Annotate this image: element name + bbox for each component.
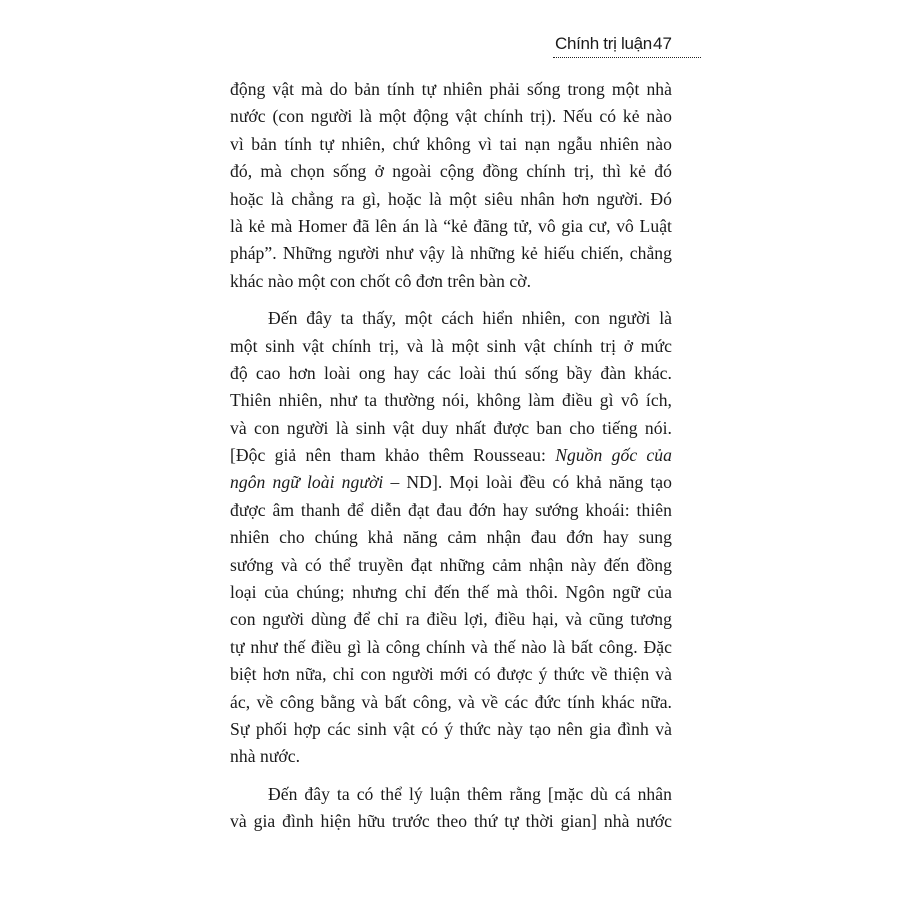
text-line: loại của chúng; nhưng chỉ đến thế mà thôi. Ngôn ngữ của: [230, 582, 672, 603]
text-line: tự như thế điều gì là công chính và thế nào là bất công. Đặc: [230, 636, 672, 657]
text-line: một sinh vật chính trị, và là một sinh vật chính trị ở mức: [230, 335, 672, 356]
book-title-italic: ngôn ngữ loài người: [230, 472, 384, 493]
paragraph: [230, 305, 672, 771]
paragraph: [230, 76, 672, 295]
text-line: sướng và có thể truyền đạt những cảm nhận này đến đồng: [230, 554, 672, 575]
text-line: và con người là sinh vật duy nhất được ban cho tiếng nói.: [230, 417, 672, 438]
text-line: [230, 442, 672, 469]
text-line: biệt hơn nữa, chỉ con người mới có được ý thức về thiện và: [230, 664, 672, 685]
text-line: hoặc là chẳng ra gì, hoặc là một siêu nhân hơn người. Đó: [230, 188, 672, 209]
text-line: vì bản tính tự nhiên, chứ không vì tai nạn ngẫu nhiên nào: [230, 133, 672, 154]
paragraph: [230, 781, 672, 836]
text-line: độ cao hơn loài ong hay các loài thú sống bầy đàn khác.: [230, 362, 672, 383]
text-span: [Độc giả nên tham khảo thêm Rousseau:: [230, 445, 556, 466]
header-dotted-rule: [553, 57, 701, 58]
text-line: Sự phối hợp các sinh vật có ý thức này tạo nên gia đình và: [230, 718, 672, 739]
text-line: pháp”. Những người như vậy là những kẻ hiếu chiến, chẳng: [230, 243, 672, 264]
text-line: động vật mà do bản tính tự nhiên phải sống trong một nhà: [230, 79, 672, 99]
text-line: Đến đây ta thấy, một cách hiển nhiên, con người là: [268, 308, 672, 329]
text-line: nhà nước.: [230, 746, 301, 767]
page-body-text: [230, 76, 672, 836]
text-line: đó, mà chọn sống ở ngoài cộng đồng chính trị, thì kẻ đó: [230, 161, 672, 182]
text-line: con người dùng để chỉ ra điều lợi, điều hại, và cũng tương: [230, 609, 672, 630]
text-line: ác, về công bằng và bất công, và về các đức tính khác nữa.: [230, 691, 672, 712]
text-line: Đến đây ta có thể lý luận thêm rằng [mặc dù cá nhân: [268, 783, 672, 804]
text-line: Thiên nhiên, như ta thường nói, không làm điều gì vô ích,: [230, 390, 672, 411]
text-line: [230, 469, 672, 496]
text-line: nước (con người là một động vật chính trị). Nếu có kẻ nào: [230, 106, 672, 127]
text-line: nhiên cho chúng khả năng cảm nhận đau đớn hay sung: [230, 527, 672, 548]
running-header-title: Chính trị luận: [555, 34, 652, 53]
book-title-italic: Nguồn gốc của: [555, 445, 672, 466]
text-line: và gia đình hiện hữu trước theo thứ tự thời gian] nhà nước: [230, 811, 672, 832]
page-number: 47: [653, 34, 672, 53]
text-span: – ND]. Mọi loài đều có khả năng tạo: [383, 472, 672, 493]
text-line: được âm thanh để diễn đạt đau đớn hay sướng khoái: thiên: [230, 499, 672, 520]
text-line: khác nào một con chốt cô đơn trên bàn cờ.: [230, 270, 532, 291]
running-header: [553, 30, 701, 60]
text-line: là kẻ mà Homer đã lên án là “kẻ đãng tử, vô gia cư, vô Luật: [230, 215, 672, 236]
